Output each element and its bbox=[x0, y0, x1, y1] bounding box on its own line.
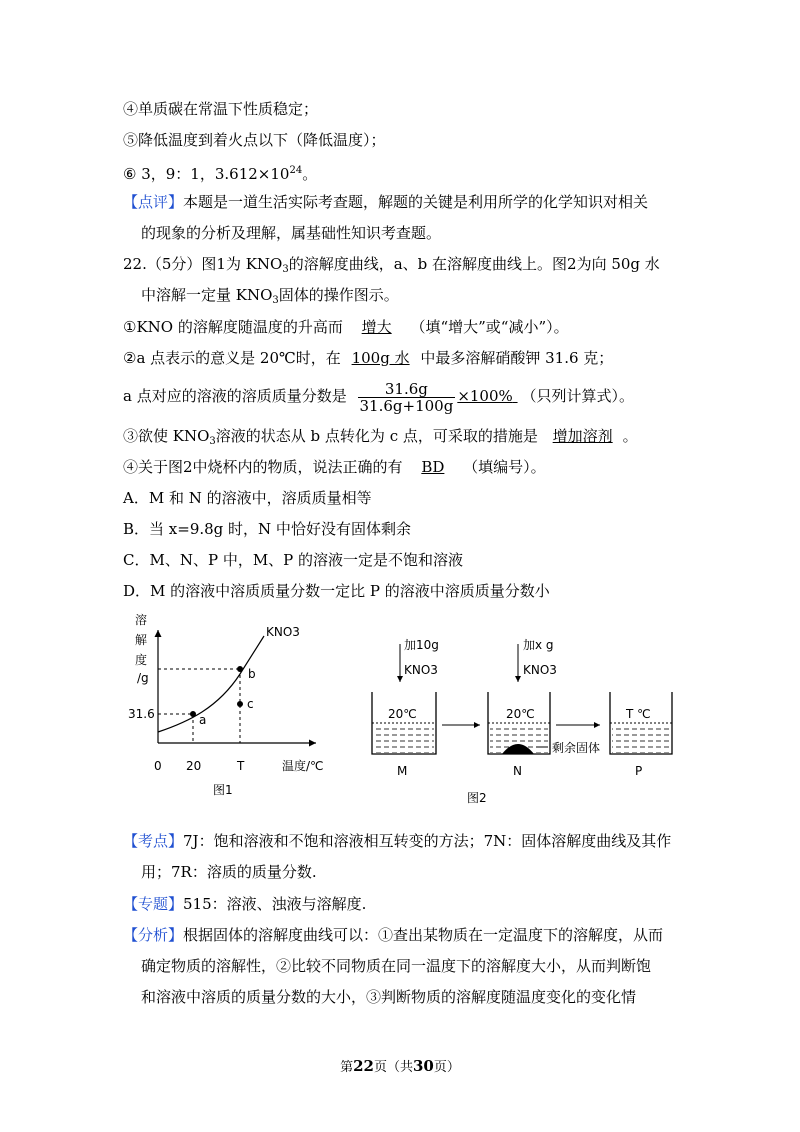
label-m: M bbox=[397, 764, 408, 778]
knowledge-line-2: 用；7R：溶质的质量分数. bbox=[141, 863, 317, 881]
topic-tag: 【专题】 bbox=[123, 895, 184, 913]
figure-1-caption: 图1 bbox=[213, 783, 233, 797]
question-22-line-2: 中溶解一定量 $KNO_3$固体的操作图示。 bbox=[141, 286, 399, 306]
sub-question-3: ③欲使 $KNO_3$溶液的状态从 b 点转化为 c 点，可采取的措施是 增加溶剂 。 bbox=[123, 427, 638, 447]
sub-question-2-fraction: a 点对应的溶液的溶质质量分数是 $\frac{31.6g}{31.6g+100g}$ ×100% （只列计算式）。 bbox=[123, 379, 635, 415]
add-label-2b: KNO3 bbox=[523, 663, 557, 677]
answer-2: 100g 水 bbox=[351, 349, 410, 367]
figure-1-solubility-curve bbox=[128, 608, 348, 808]
line-carbon-stable: ④单质碳在常温下性质稳定； bbox=[123, 100, 319, 118]
y-tick-31-6: 31.6 bbox=[128, 707, 155, 721]
option-b: B．当 x=9.8g 时，N 中恰好没有固体剩余 bbox=[123, 520, 411, 538]
x-tick-0: 0 bbox=[154, 759, 162, 773]
x-tick-t: T bbox=[237, 759, 245, 773]
label-a: a bbox=[199, 713, 207, 727]
y-label-4: /g bbox=[137, 671, 149, 685]
analysis: 【分析】根据固体的溶解度曲线可以：①查出某物质在一定温度下的溶解度，从而 bbox=[123, 926, 664, 944]
analysis-line-3: 和溶液中溶质的质量分数的大小，③判断物质的溶解度随温度变化的变化情 bbox=[141, 988, 637, 1006]
y-label-1: 溶 bbox=[135, 613, 148, 627]
comment-paragraph: 【点评】本题是一道生活实际考查题，解题的关键是利用所学的化学知识对相关 bbox=[123, 193, 649, 211]
kno3-curve bbox=[158, 636, 264, 732]
temp-p: T ℃ bbox=[626, 707, 651, 721]
solution-p bbox=[612, 725, 670, 753]
y-label-2: 解 bbox=[135, 633, 148, 647]
sub-question-2: ②a 点表示的意义是 20℃时，在 100g 水 中最多溶解硝酸钾 31.6 克； bbox=[123, 349, 614, 367]
label-n: N bbox=[513, 764, 522, 778]
answer-fraction: $\frac{31.6g}{31.6g+100g}$ ×100% bbox=[359, 379, 513, 415]
figure-2-procedure bbox=[360, 630, 690, 810]
page-number: 22 bbox=[353, 1057, 374, 1075]
option-a: A．M 和 N 的溶液中，溶质质量相等 bbox=[123, 489, 372, 507]
line-ratio: ⑥ 3，9：1，$3.612\times 10^{24}$。 bbox=[123, 165, 318, 183]
line-lower-temp: ⑤降低温度到着火点以下（降低温度）； bbox=[123, 131, 386, 149]
page-footer: 第22页（共30页） bbox=[340, 1057, 460, 1075]
label-p: P bbox=[635, 764, 643, 778]
point-c bbox=[237, 701, 243, 707]
label-b: b bbox=[248, 667, 256, 681]
answer-4: BD bbox=[421, 458, 445, 476]
residue-label: 剩余固体 bbox=[552, 741, 601, 755]
option-c: C．M、N、P 中，M、P 的溶液一定是不饱和溶液 bbox=[123, 551, 464, 569]
sub-question-1: ①KNO 的溶解度随温度的升高而 增大 （填“增大”或“减小”）。 bbox=[123, 318, 569, 336]
topic: 【专题】515：溶液、浊液与溶解度. bbox=[123, 895, 367, 913]
label-c: c bbox=[247, 697, 254, 711]
temp-m: 20℃ bbox=[388, 707, 417, 721]
add-label-1: 加10g bbox=[404, 638, 439, 652]
analysis-line-2: 确定物质的溶解性，②比较不同物质在同一温度下的溶解度大小，从而判断饱 bbox=[141, 957, 652, 975]
total-pages: 30 bbox=[413, 1057, 434, 1075]
x-axis-label: 温度/℃ bbox=[282, 759, 324, 773]
temp-n: 20℃ bbox=[506, 707, 535, 721]
comment-line-2: 的现象的分析及理解，属基础性知识考查题。 bbox=[141, 224, 442, 242]
fraction: $\frac{31.6g}{31.6g+100g}$ bbox=[359, 379, 454, 415]
answer-3: 增加溶剂 bbox=[552, 427, 613, 445]
analysis-tag: 【分析】 bbox=[123, 926, 184, 944]
solution-m bbox=[374, 725, 434, 753]
option-d: D．M 的溶液中溶质质量分数一定比 P 的溶液中溶质质量分数小 bbox=[123, 582, 550, 600]
add-label-1b: KNO3 bbox=[404, 663, 438, 677]
knowledge-point: 【考点】7J：饱和溶液和不饱和溶液相互转变的方法；7N：固体溶解度曲线及其作 bbox=[123, 832, 672, 850]
comment-tag: 【点评】 bbox=[123, 193, 184, 211]
knowledge-tag: 【考点】 bbox=[123, 832, 184, 850]
add-label-2: 加x g bbox=[523, 638, 554, 652]
x-tick-20: 20 bbox=[186, 759, 202, 773]
y-label-3: 度 bbox=[135, 653, 148, 667]
figure-2-caption: 图2 bbox=[467, 791, 487, 805]
answer-1: 增大 bbox=[361, 318, 392, 336]
sub-question-4: ④关于图2中烧杯内的物质，说法正确的有 BD （填编号）。 bbox=[123, 458, 546, 476]
curve-label: KNO3 bbox=[266, 625, 300, 639]
point-b bbox=[237, 666, 243, 672]
question-22-heading: 22.（5分）图1为 $KNO_3$的溶解度曲线，a、b 在溶解度曲线上。图2为向 50g 水 bbox=[123, 255, 660, 275]
point-a bbox=[190, 711, 196, 717]
